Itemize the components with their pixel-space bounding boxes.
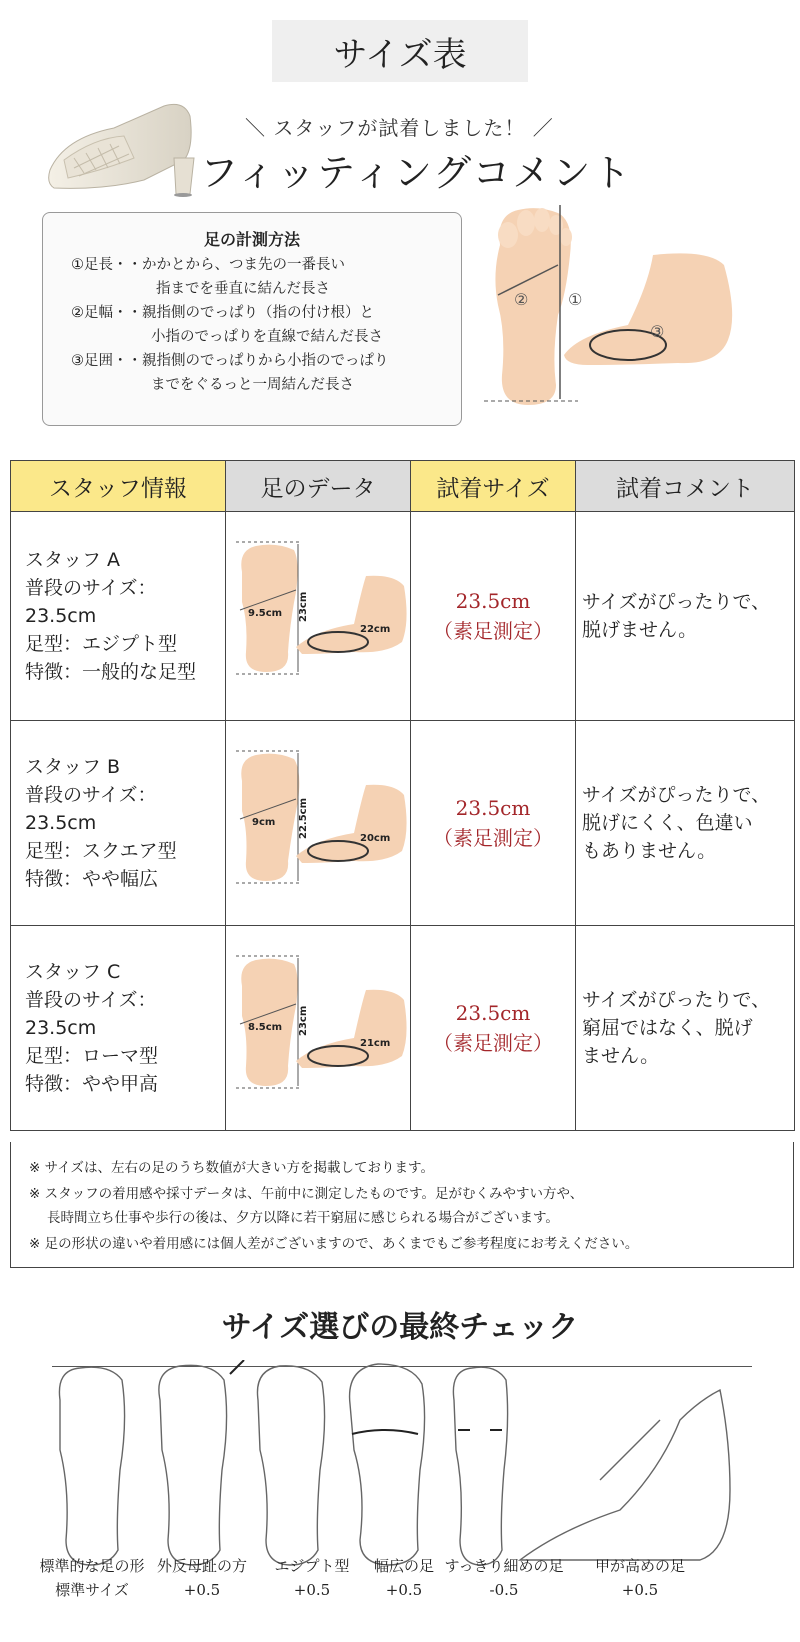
staff-name: スタッフ B <box>25 756 121 778</box>
trial-comment-cell: サイズがぴったりで、 脱げません。 <box>576 512 795 721</box>
header-trial-size: 試着サイズ <box>411 461 576 512</box>
staff-feature: 特徴：一般的な足型 <box>25 661 197 683</box>
diagram-label-width: ② <box>514 290 529 309</box>
fitting-comment-title: フィッティングコメント <box>200 151 633 195</box>
staff-usual-size: 普段のサイズ：23.5cm <box>25 577 157 627</box>
foot-data-cell <box>226 926 411 1131</box>
staff-info-cell <box>11 721 226 926</box>
trial-size-note: （素足測定） <box>433 826 553 850</box>
foot-type-standard: 標準的な足の形 標準サイズ <box>39 1557 145 1599</box>
staff-foot-type: 足型：ローマ型 <box>25 1045 159 1067</box>
diagram-label-length: ① <box>568 290 583 309</box>
foot-data-cell <box>226 512 411 721</box>
measure-line-girth-cont: までをぐるっと一周結んだ長さ <box>151 377 354 393</box>
foot-measurement-diagram <box>478 205 778 425</box>
table-row <box>11 926 795 1131</box>
foot-type-illustrations <box>40 1360 780 1570</box>
table-row <box>11 721 795 926</box>
foot-length-value: 22.5cm <box>298 797 309 839</box>
trial-size-value: 23.5cm <box>455 1001 531 1025</box>
foot-girth-value: 22cm <box>360 624 391 635</box>
diagram-label-girth: ③ <box>650 322 665 341</box>
trial-comment-cell: サイズがぴったりで、 窮屈ではなく、脱げ ません。 <box>576 926 795 1131</box>
note-line: ※ スタッフの着用感や採寸データは、午前中に測定したものです。足がむくみやすい方や、 <box>29 1186 584 1202</box>
staff-info-cell <box>11 512 226 721</box>
note-line: 長時間立ち仕事や歩行の後は、夕方以降に若干窮屈に感じられる場合がございます。 <box>47 1210 559 1226</box>
header-foot-data: 足のデータ <box>226 461 411 512</box>
trial-comment-cell: サイズがぴったりで、 脱げにくく、色違い もありません。 <box>576 721 795 926</box>
header-staff-info: スタッフ情報 <box>11 461 226 512</box>
trial-size-note: （素足測定） <box>433 1031 553 1055</box>
page-title: サイズ表 <box>272 20 528 82</box>
staff-foot-type: 足型：スクエア型 <box>25 840 177 862</box>
measurement-method-box <box>42 212 462 426</box>
staff-tried-caption: ＼ スタッフが試着しました！ ／ <box>245 116 554 140</box>
staff-info-cell <box>11 926 226 1131</box>
trial-size-cell <box>411 926 576 1131</box>
foot-type-slim: すっきり細めの足 -0.5 <box>444 1557 564 1599</box>
foot-type-egyptian: エジプト型 +0.5 <box>274 1557 350 1599</box>
foot-data-illustration <box>226 721 411 921</box>
measure-line-length: ①足長・・かかとから、つま先の一番長い <box>71 257 345 273</box>
foot-data-illustration <box>226 512 411 716</box>
foot-girth-value: 20cm <box>360 833 391 844</box>
measure-line-girth: ③足囲・・親指側のでっぱりから小指のでっぱり <box>71 353 389 369</box>
trial-size-cell <box>411 512 576 721</box>
measure-line-length-cont: 指までを垂直に結んだ長さ <box>156 281 330 297</box>
shoe-image <box>44 98 214 198</box>
staff-name: スタッフ C <box>25 961 121 983</box>
staff-feature: 特徴：やや幅広 <box>25 868 159 890</box>
foot-width-value: 9cm <box>252 817 276 828</box>
staff-foot-type: 足型：エジプト型 <box>25 633 178 655</box>
foot-width-value: 8.5cm <box>248 1022 283 1033</box>
final-check-title: サイズ選びの最終チェック <box>221 1310 579 1345</box>
foot-data-illustration <box>226 926 411 1126</box>
staff-feature: 特徴：やや甲高 <box>25 1073 159 1095</box>
note-line: ※ 足の形状の違いや着用感には個人差がございますので、あくまでもご参考程度にお考えください。 <box>29 1236 639 1252</box>
notes-box <box>10 1142 794 1268</box>
foot-side-illustration <box>564 253 732 365</box>
table-row <box>11 512 795 721</box>
measurement-title: 足の計測方法 <box>203 230 300 249</box>
foot-width-value: 9.5cm <box>248 608 283 619</box>
note-line: ※ サイズは、左右の足のうち数値が大きい方を掲載しております。 <box>29 1160 434 1176</box>
foot-length-value: 23cm <box>298 1005 309 1036</box>
header-trial-comment: 試着コメント <box>576 461 795 512</box>
staff-fitting-table <box>10 460 795 1131</box>
foot-type-wide: 幅広の足 +0.5 <box>373 1557 434 1599</box>
measure-line-width-cont: 小指のでっぱりを直線で結んだ長さ <box>151 329 383 345</box>
staff-name: スタッフ A <box>25 549 121 571</box>
staff-usual-size: 普段のサイズ：23.5cm <box>25 784 157 834</box>
foot-girth-value: 21cm <box>360 1038 391 1049</box>
trial-size-cell <box>411 721 576 926</box>
trial-size-note: （素足測定） <box>433 619 553 643</box>
foot-data-cell <box>226 721 411 926</box>
trial-size-value: 23.5cm <box>455 796 531 820</box>
staff-usual-size: 普段のサイズ：23.5cm <box>25 989 157 1039</box>
measure-line-width: ②足幅・・親指側のでっぱり（指の付け根）と <box>71 305 374 321</box>
foot-type-hallux-valgus: 外反母趾の方 +0.5 <box>156 1557 247 1599</box>
foot-length-value: 23cm <box>298 591 309 622</box>
trial-size-value: 23.5cm <box>455 589 531 613</box>
foot-type-high-instep: 甲が高めの足 +0.5 <box>594 1557 685 1599</box>
